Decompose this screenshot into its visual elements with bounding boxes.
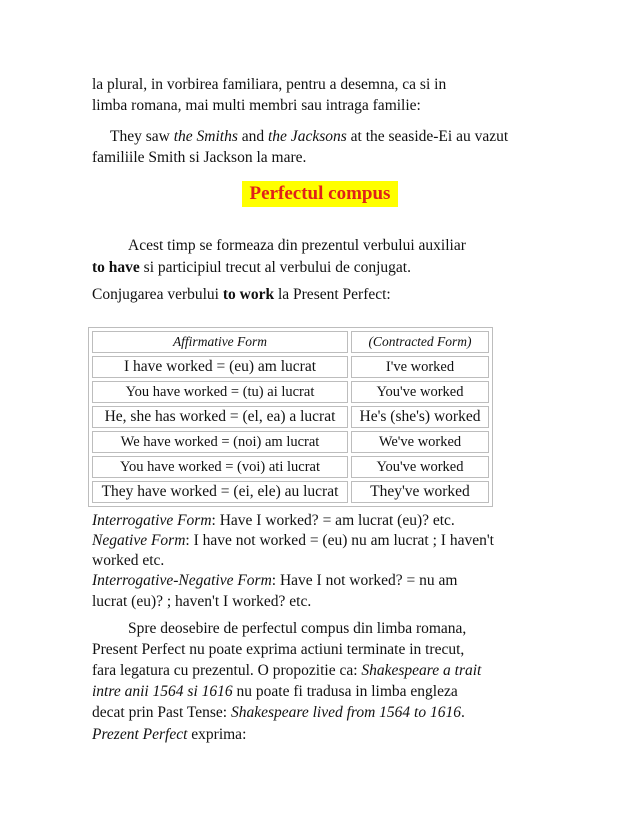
text-line: Acest timp se formeaza din prezentul verbului auxiliar [128,237,466,254]
table-cell: He, she has worked = (el, ea) a lucrat [92,406,348,428]
text-line: limba romana, mai multi membri sau intraga familie: [92,97,421,114]
table-cell: He's (she's) worked [351,406,489,428]
table-cell: They have worked = (ei, ele) au lucrat [92,481,348,503]
text-line: Spre deosebire de perfectul compus din limba romana, [128,620,467,637]
text-line: la plural, in vorbirea familiara, pentru a desemna, ca si in [92,76,447,93]
table-row [92,356,489,378]
text-line: decat prin Past Tense: Shakespeare lived from 1564 to 1616. [92,704,465,721]
section-heading: Perfectul compus [242,181,398,207]
text-line: to have si participiul trecut al verbului de conjugat. [92,259,411,276]
text-line: Interrogative Form: Have I worked? = am lucrat (eu)? etc. [92,512,455,529]
text-line: intre anii 1564 si 1616 nu poate fi tradusa in limba engleza [92,683,458,700]
text-line: Interrogative-Negative Form: Have I not worked? = nu am [92,572,458,589]
table-cell: I have worked = (eu) am lucrat [92,356,348,378]
table-cell: We've worked [351,431,489,453]
text-line: Negative Form: I have not worked = (eu) nu am lucrat ; I haven't [92,532,494,549]
table-cell: You've worked [351,456,489,478]
text-line: Conjugarea verbului to work la Present Perfect: [92,286,391,303]
table-cell: We have worked = (noi) am lucrat [92,431,348,453]
table-cell: You've worked [351,381,489,403]
text-line: lucrat (eu)? ; haven't I worked? etc. [92,593,312,610]
table-header: Affirmative Form [92,331,348,353]
text-line: familiile Smith si Jackson la mare. [92,149,307,166]
table-header: (Contracted Form) [351,331,489,353]
text-line: worked etc. [92,552,165,569]
table-row [92,431,489,453]
table-cell: You have worked = (tu) ai lucrat [92,381,348,403]
table-row [92,381,489,403]
text-line: Present Perfect nu poate exprima actiuni terminate in trecut, [92,641,465,658]
conjugation-table [88,327,493,507]
text-line: fara legatura cu prezentul. O propozitie ca: Shakespeare a trait [92,662,482,679]
table-row [92,456,489,478]
table-row [92,406,489,428]
table-cell: They've worked [351,481,489,503]
table-cell: I've worked [351,356,489,378]
table-header-row [92,331,489,353]
table-row [92,481,489,503]
example-sentence: They saw the Smiths and the Jacksons at the seaside-Ei au vazut [110,128,509,145]
table-cell: You have worked = (voi) ati lucrat [92,456,348,478]
paragraph-present-perfect: Prezent Perfect exprima: [92,726,247,743]
